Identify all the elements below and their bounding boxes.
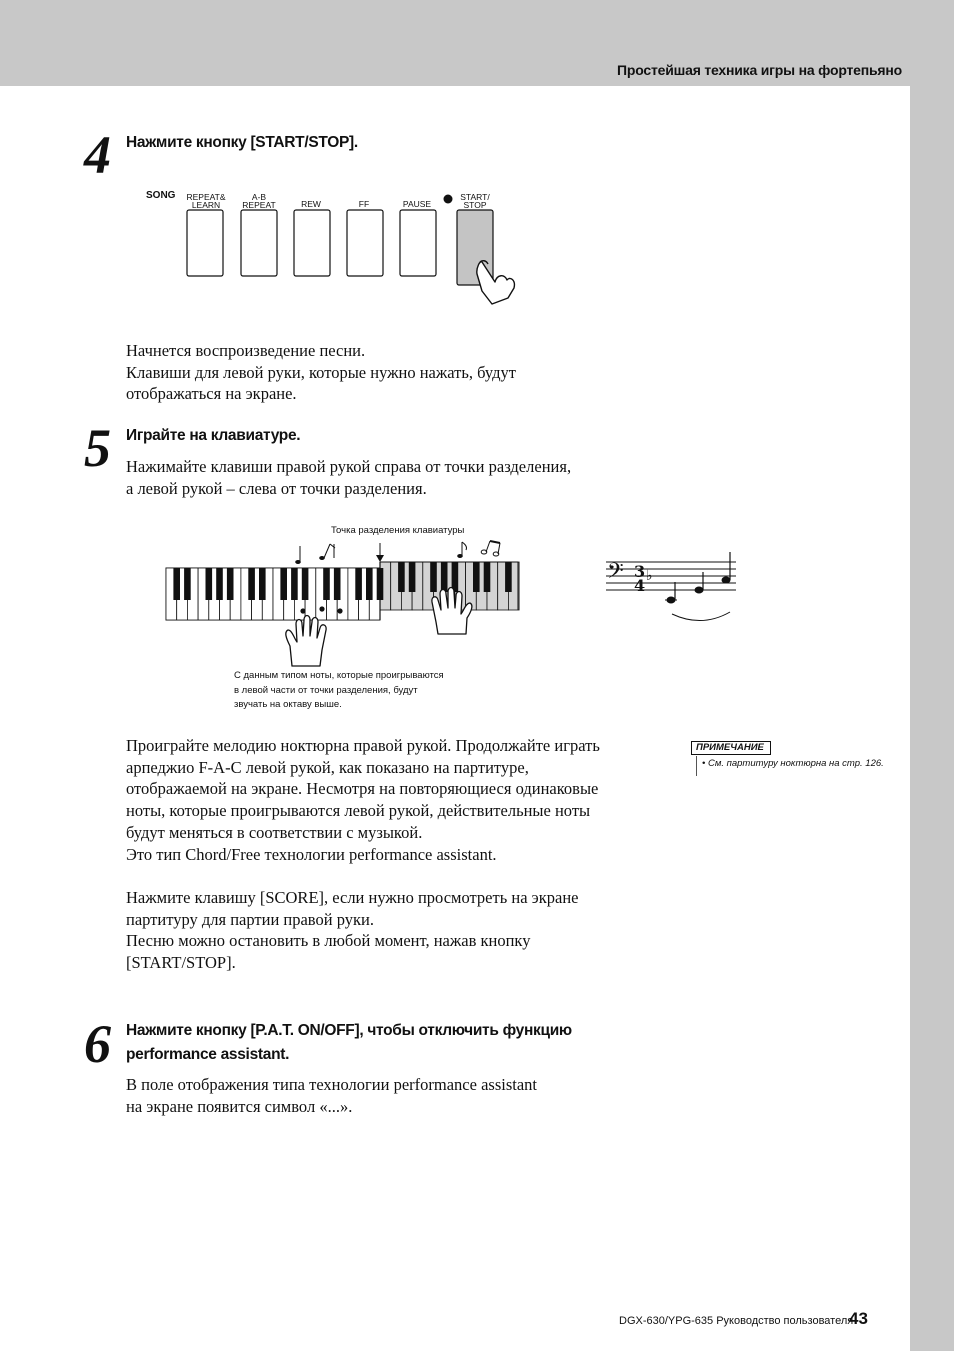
beamed-notes-icon (481, 541, 500, 556)
black-key (280, 568, 287, 600)
footer-model: DGX-630/YPG-635 Руководство пользователя (619, 1315, 854, 1327)
panel-buttons-graphic (180, 188, 525, 308)
black-key (398, 562, 405, 592)
keyboard-caption: С данным типом ноты, которые проигрываются в левой части от точки разделения, будут звучать на октаву выше. (234, 670, 444, 710)
rew-button[interactable] (294, 210, 330, 276)
black-key (248, 568, 255, 600)
score-notes (665, 552, 730, 603)
eighth-note-icon (457, 542, 466, 558)
black-key (355, 568, 362, 600)
note-rule (696, 756, 697, 776)
ff-button[interactable] (347, 210, 383, 276)
black-key (323, 568, 330, 600)
note-text: • См. партитуру ноктюрна на стр. 126. (702, 758, 884, 769)
beamed-notes-icon (319, 544, 335, 560)
start-stop-indicator-icon (444, 195, 453, 204)
black-key (173, 568, 180, 600)
step-6-title: Нажмите кнопку [P.A.T. ON/OFF], чтобы отключить функцию performance assistant. (126, 1022, 572, 1063)
repeat-learn-button[interactable] (187, 210, 223, 276)
note-badge: ПРИМЕЧАНИЕ (691, 741, 771, 755)
black-key (259, 568, 266, 600)
black-key (302, 568, 309, 600)
eighth-note-icon (295, 546, 301, 564)
bass-clef-score (602, 548, 742, 628)
button-label: REPEAT& LEARN (186, 192, 226, 210)
black-key (334, 568, 341, 600)
step-number-4: 4 (84, 125, 111, 185)
button-label: PAUSE (402, 199, 432, 209)
step-number-5: 5 (84, 418, 111, 478)
page-number: 43 (849, 1309, 868, 1328)
page-header-title: Простейшая техника игры на фортепьяно (617, 62, 902, 78)
black-key (366, 568, 373, 600)
split-point-arrow-icon (376, 543, 384, 562)
time-signature-top: 3 (634, 562, 646, 581)
button-label: REW (301, 199, 321, 209)
black-key (473, 562, 480, 592)
play-instructions: Проиграйте мелодию ноктюрна правой рукой. Продолжайте играть арпеджио F-A-C левой рукой, как показано на партитуре, отображаемой на экране. Несмотря на повторяющиеся одинаковые ноты, которые проигрываются левой рукой, действительные ноты будут меняться в соответствии с музыкой. Это тип Chord/Free технологии performance assistant. (126, 736, 600, 864)
song-label: SONG (146, 190, 176, 201)
black-key (441, 562, 448, 592)
time-signature-bottom: 4 (634, 576, 646, 595)
black-key (227, 568, 234, 600)
black-key (184, 568, 191, 600)
step-6-body: В поле отображения типа технологии performance assistant на экране появится символ «...». (126, 1075, 537, 1116)
side-band (910, 86, 954, 1351)
step-4-body: Начнется воспроизведение песни. Клавиши для левой руки, которые нужно нажать, будут отображаться на экране. (126, 341, 516, 404)
split-point-label: Точка разделения клавиатуры (331, 525, 465, 536)
black-key (206, 568, 213, 600)
black-key (409, 562, 416, 592)
step-5-title: Играйте на клавиатуре. (126, 427, 301, 444)
black-key (216, 568, 223, 600)
black-key (484, 562, 491, 592)
bass-clef-icon: 𝄢 (607, 559, 624, 589)
step-number-6: 6 (84, 1014, 111, 1074)
pause-button[interactable] (400, 210, 436, 276)
button-label: START/ STOP (460, 192, 490, 210)
keyboard-diagram (160, 538, 530, 668)
button-label: A-B REPEAT (242, 192, 276, 210)
flat-icon: ♭ (646, 568, 653, 584)
step-5-body: Нажимайте клавиши правой рукой справа от точки разделения, а левой рукой – слева от точки разделения. (126, 457, 572, 498)
score-instructions: Нажмите клавишу [SCORE], если нужно просмотреть на экране партитуру для партии правой руки. Песню можно остановить в любой момент, нажав кнопку [START/STOP]. (126, 888, 579, 973)
black-key (291, 568, 298, 600)
step-4-title: Нажмите кнопку [START/STOP]. (126, 134, 358, 151)
pressing-finger-icon (477, 261, 515, 304)
left-hand-icon (286, 616, 326, 667)
black-key (430, 562, 437, 592)
ab-repeat-button[interactable] (241, 210, 277, 276)
button-label: FF (358, 199, 370, 209)
black-key (505, 562, 512, 592)
